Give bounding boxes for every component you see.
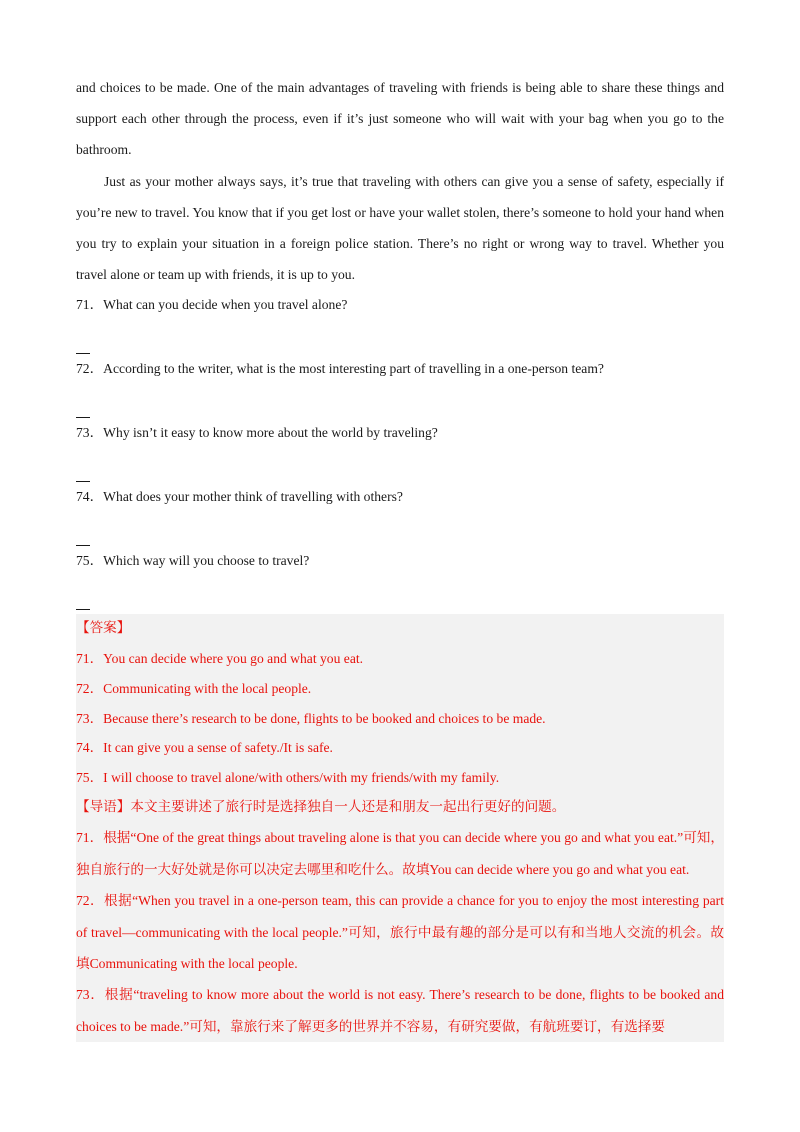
answer-blank bbox=[76, 315, 724, 354]
guide-text: 【导语】本文主要讲述了旅行时是选择独自一人还是和朋友一起出行更好的问题。 bbox=[76, 798, 566, 815]
answer-75: 75．I will choose to travel alone/with others/with my friends/with my family. bbox=[76, 769, 500, 785]
answer-blank bbox=[76, 571, 724, 610]
explanation-71: 71．根据“One of the great things about traveling alone is that you can decide where you go and what you eat.”可知，独自旅行的一大好处就是你可以决定去哪里和吃什么。故填You can decide where you go and what you eat. bbox=[76, 830, 724, 877]
question-74: 74．What does your mother think of travelling with others? bbox=[76, 489, 403, 505]
answer-blank bbox=[76, 379, 724, 418]
passage-paragraph: and choices to be made. One of the main advantages of traveling with friends is being able to share these things and support each other through the process, even if it’s just someone who will wait with your bag when you go to the bathroom. bbox=[76, 80, 724, 158]
question-75: 75．Which way will you choose to travel? bbox=[76, 553, 310, 569]
answer-blank bbox=[76, 443, 724, 482]
question-73: 73．Why isn’t it easy to know more about the world by traveling? bbox=[76, 425, 438, 441]
question-72: 72．According to the writer, what is the most interesting part of travelling in a one-person team? bbox=[76, 361, 604, 377]
answer-71: 71．You can decide where you go and what you eat. bbox=[76, 651, 364, 667]
answer-heading: 【答案】 bbox=[76, 620, 131, 637]
answer-74: 74．It can give you a sense of safety./It is safe. bbox=[76, 740, 333, 756]
passage-paragraph: Just as your mother always says, it’s true that traveling with others can give you a sense of safety, especially if you’re new to travel. You know that if you get lost or have your wallet stolen, there’s someone to hold your hand when you try to explain your situation in a foreign police station. There’s no right or wrong way to travel. Whether you travel alone or team up with friends, it is up to you. bbox=[76, 173, 724, 283]
answer-section bbox=[76, 614, 724, 1042]
document-page bbox=[76, 72, 724, 1042]
answer-72: 72．Communicating with the local people. bbox=[76, 680, 312, 696]
explanation-72: 72．根据“When you travel in a one-person team, this can provide a chance for you to enjoy the most interesting part of travel—communicating with the local people.”可知，旅行中最有趣的部分是可以有和当地人交流的机会。故填Communicating with the local people. bbox=[76, 893, 724, 971]
question-71: 71．What can you decide when you travel alone? bbox=[76, 297, 348, 313]
answer-blank bbox=[76, 507, 724, 546]
explanation-73: 73．根据“traveling to know more about the world is not easy. There’s research to be done, flights to be booked and choices to be made.”可知，靠旅行来了解更多的世界并不容易，有研究要做，有航班要订，有选择要 bbox=[76, 987, 724, 1034]
answer-73: 73．Because there’s research to be done, flights to be booked and choices to be made. bbox=[76, 710, 546, 726]
